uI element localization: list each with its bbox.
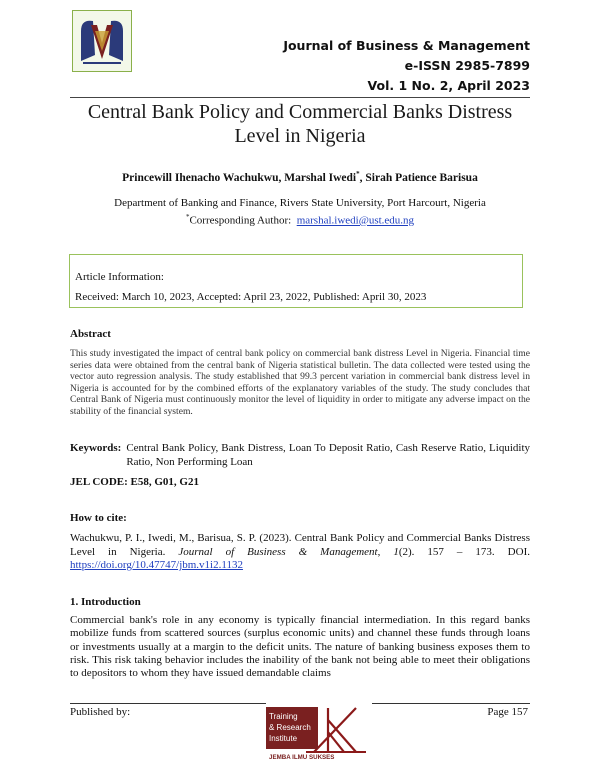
article-info-box <box>69 254 523 308</box>
paper-title-line2: Level in Nigeria <box>234 125 366 147</box>
citation-comma: , <box>377 545 394 558</box>
corr-label: Corresponding Author: <box>189 214 292 227</box>
citation-volume: 1 <box>393 545 399 558</box>
author-1: Princewill Ihenacho Wachukwu, <box>122 171 285 184</box>
journal-emblem-icon <box>73 11 131 71</box>
corresponding-mark: * <box>356 170 360 178</box>
author-3: , Sirah Patience Barisua <box>359 171 478 184</box>
author-email-link[interactable]: marshal.iwedi@ust.edu.ng <box>296 214 415 227</box>
journal-logo <box>72 10 132 72</box>
journal-header <box>283 36 530 96</box>
keywords-text: Central Bank Policy, Bank Distress, Loan To Deposit Ratio, Cash Reserve Ratio, Liquidity Ratio, Non Performing Loan <box>126 442 530 468</box>
publisher-logo-line3: Institute <box>269 734 298 743</box>
corresponding-author <box>70 210 530 228</box>
introduction-heading: 1. Introduction <box>70 596 141 608</box>
publisher-logo-tagline: JEMBA ILMU SUKSES <box>269 754 335 761</box>
citation-text <box>70 532 530 573</box>
header-divider <box>70 97 530 98</box>
abstract-text: This study investigated the impact of central bank policy on commercial bank distress Level in Nigeria. Financial time series data were obtained from the central bank of Nigeria statistical bulletin. The data collected were tested using the vector auto regression analysis. The study established that 99.3 percent variation in commercial bank distress level in Nigeria is accounted for by the combined efforts of the explanatory variables of the study. The study concludes that Central Bank of Nigeria must continuously monitor the level of liquidity in order to mitigate any adverse impact on the stability of the financial system. <box>70 348 530 417</box>
paper-title <box>70 100 530 148</box>
abstract-heading: Abstract <box>70 328 111 340</box>
introduction-text: Commercial bank's role in any economy is typically financial intermediation. In this regard banks mobilize funds from scattered sources (surplus economic units) and channel these funds through loans or investments usually at a margin to the deficit units. The nature of banking business exposes them to risk. This risk taking behavior includes the inability of the bank not being able to meet their obligations to depositors to whom they have issued demandable claims <box>70 614 530 680</box>
author-2: Marshal Iwedi <box>284 171 357 184</box>
publisher-logo-icon <box>266 702 372 762</box>
journal-issn: e-ISSN 2985-7899 <box>404 58 530 73</box>
jel-codes: JEL CODE: E58, G01, G21 <box>70 476 199 488</box>
keywords-label: Keywords: <box>70 442 122 454</box>
journal-name: Journal of Business & Management <box>283 38 530 53</box>
doi-link[interactable]: https://doi.org/10.47747/jbm.v1i2.1132 <box>70 559 243 571</box>
citation-main: Wachukwu, P. I., Iwedi, M., Barisua, S. P. (2023). Central Bank Policy and Commercial Banks Distress Level in Nigeria. <box>70 532 530 558</box>
article-info-dates: Received: March 10, 2023, Accepted: April 23, 2022, Published: April 30, 2023 <box>75 291 427 303</box>
journal-volume: Vol. 1 No. 2, April 2023 <box>367 78 530 93</box>
affiliation <box>70 196 530 228</box>
paper-title-line1: Central Bank Policy and Commercial Banks Distress <box>87 101 513 123</box>
publisher-logo-line2: & Research <box>269 723 311 732</box>
keywords <box>70 441 530 469</box>
footer-published-by: Published by: <box>70 706 131 718</box>
author-list <box>70 170 530 184</box>
citation-pages: (2). 157 – 173. DOI. <box>398 545 530 558</box>
how-to-cite-heading: How to cite: <box>70 512 127 524</box>
footer-page-number: Page 157 <box>487 706 528 718</box>
article-info-heading: Article Information: <box>75 271 164 283</box>
publisher-logo <box>266 702 372 762</box>
department: Department of Banking and Finance, Rivers State University, Port Harcourt, Nigeria <box>114 197 486 209</box>
corr-mark: * <box>185 213 190 221</box>
citation-journal: Journal of Business & Management <box>178 545 378 558</box>
publisher-logo-line1: Training <box>269 712 298 721</box>
